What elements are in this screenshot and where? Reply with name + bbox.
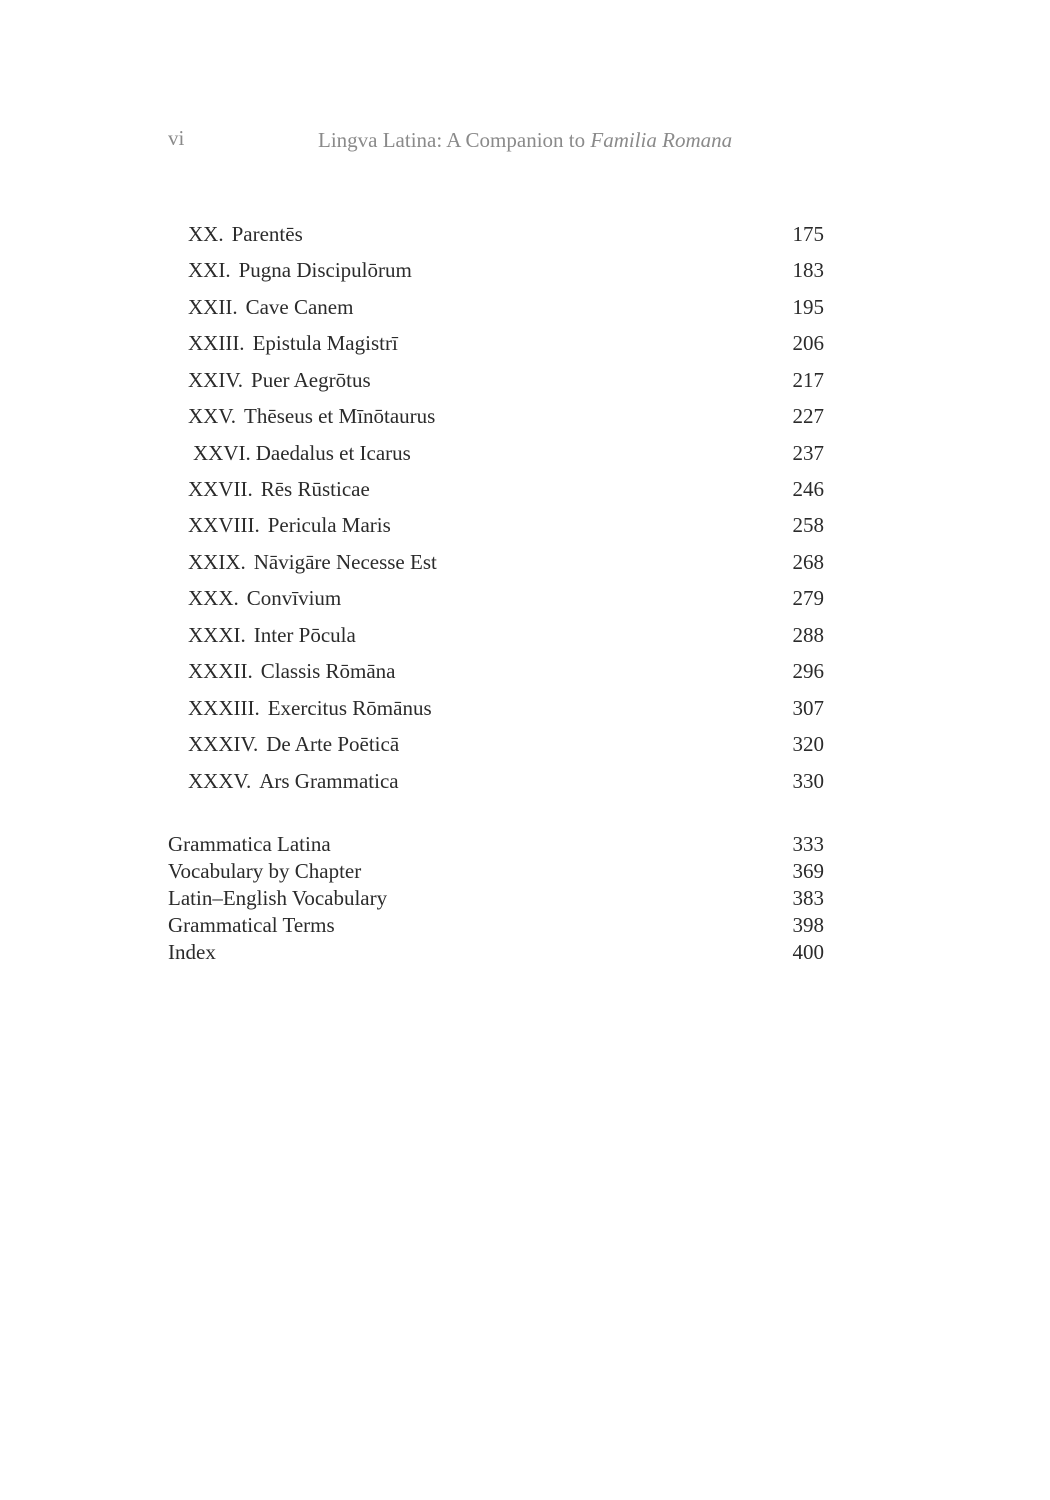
- page-number: 258: [792, 513, 824, 537]
- toc-back-matter-row[interactable]: [168, 912, 824, 939]
- back-matter-title: Grammatica Latina: [168, 832, 331, 856]
- running-head: [0, 126, 1050, 156]
- toc-back-matter-row[interactable]: [168, 885, 824, 912]
- book-title-prefix: Lingva Latina: A Companion to: [318, 128, 591, 152]
- chapter-number: XXV.: [188, 404, 237, 428]
- chapter-number: XXXI.: [188, 623, 246, 647]
- folio: vi: [168, 126, 185, 150]
- toc-chapter-row[interactable]: [188, 219, 824, 249]
- toc-chapter-row[interactable]: [188, 620, 824, 650]
- chapter-number: XXVI.: [193, 441, 251, 465]
- page-number: 217: [792, 368, 824, 392]
- toc-chapter-row[interactable]: [188, 656, 824, 686]
- toc-chapter-row[interactable]: [188, 510, 824, 540]
- page-number: 227: [792, 404, 824, 428]
- toc-chapter-row[interactable]: [188, 693, 824, 723]
- toc-chapter-row[interactable]: [193, 438, 824, 468]
- toc-chapter-row[interactable]: [188, 401, 824, 431]
- toc-chapter-row[interactable]: [188, 729, 824, 759]
- page-number: 288: [792, 623, 824, 647]
- back-matter-title: Grammatical Terms: [168, 913, 335, 937]
- toc-chapter-row[interactable]: [188, 547, 824, 577]
- chapter-title: Puer Aegrōtus: [251, 368, 371, 392]
- page-number: 320: [792, 732, 824, 756]
- chapter-title: Thēseus et Mīnōtaurus: [244, 404, 436, 428]
- chapter-title: Inter Pōcula: [253, 623, 356, 647]
- chapter-number: XXXIII.: [188, 696, 260, 720]
- chapter-title: Exercitus Rōmānus: [267, 696, 432, 720]
- chapter-number: XXIV.: [188, 368, 244, 392]
- toc-back-matter-row[interactable]: [168, 939, 824, 966]
- chapter-number: XXIII.: [188, 331, 245, 355]
- page-number: 268: [792, 550, 824, 574]
- toc-chapter-row[interactable]: [188, 583, 824, 613]
- page-number: 383: [792, 886, 824, 910]
- page-number: 330: [792, 769, 824, 793]
- toc-back-matter-row[interactable]: [168, 858, 824, 885]
- page-number: 398: [792, 913, 824, 937]
- chapter-title: Epistula Magistrī: [252, 331, 398, 355]
- chapter-number: XXII.: [188, 295, 238, 319]
- toc-chapter-row[interactable]: [188, 365, 824, 395]
- chapter-number: XXXV.: [188, 769, 252, 793]
- book-title-italic: Familia Romana: [590, 128, 733, 152]
- chapter-title: Daedalus et Icarus: [255, 441, 411, 465]
- toc-back-matter-row[interactable]: [168, 831, 824, 858]
- chapter-number: XXXII.: [188, 659, 253, 683]
- page-number: 279: [792, 586, 824, 610]
- chapter-number: XXXIV.: [188, 732, 259, 756]
- chapter-title: De Arte Poēticā: [266, 732, 400, 756]
- chapter-title: Rēs Rūsticae: [260, 477, 370, 501]
- back-matter-title: Vocabulary by Chapter: [168, 859, 362, 883]
- toc-chapter-row[interactable]: [188, 255, 824, 285]
- chapter-number: XXX.: [188, 586, 239, 610]
- toc-chapter-row[interactable]: [188, 328, 824, 358]
- page-number: 369: [792, 859, 824, 883]
- chapter-title: Pugna Discipulōrum: [238, 258, 412, 282]
- chapter-number: XX.: [188, 222, 224, 246]
- chapter-title: Ars Grammatica: [259, 769, 399, 793]
- page-number: 175: [792, 222, 824, 246]
- chapter-title: Classis Rōmāna: [260, 659, 396, 683]
- page-number: 333: [792, 832, 824, 856]
- page-number: 400: [792, 940, 824, 964]
- chapter-title: Parentēs: [231, 222, 303, 246]
- toc-chapter-row[interactable]: [188, 766, 824, 796]
- chapter-title: Pericula Maris: [267, 513, 391, 537]
- chapter-title: Nāvigāre Necesse Est: [253, 550, 437, 574]
- back-matter-title: Latin–English Vocabulary: [168, 886, 388, 910]
- chapter-title: Cave Canem: [245, 295, 354, 319]
- page-number: 307: [792, 696, 824, 720]
- toc-chapter-row[interactable]: [188, 474, 824, 504]
- page-number: 246: [792, 477, 824, 501]
- chapter-number: XXVIII.: [188, 513, 260, 537]
- chapter-title: Convīvium: [246, 586, 342, 610]
- chapter-number: XXIX.: [188, 550, 246, 574]
- page-number: 296: [792, 659, 824, 683]
- book-title: [318, 128, 732, 153]
- page-number: 183: [792, 258, 824, 282]
- page-number: 237: [792, 441, 824, 465]
- chapter-number: XXI.: [188, 258, 231, 282]
- chapter-number: XXVII.: [188, 477, 253, 501]
- back-matter-title: Index: [168, 940, 216, 964]
- page-number: 206: [792, 331, 824, 355]
- page-number: 195: [792, 295, 824, 319]
- toc-chapter-row[interactable]: [188, 292, 824, 322]
